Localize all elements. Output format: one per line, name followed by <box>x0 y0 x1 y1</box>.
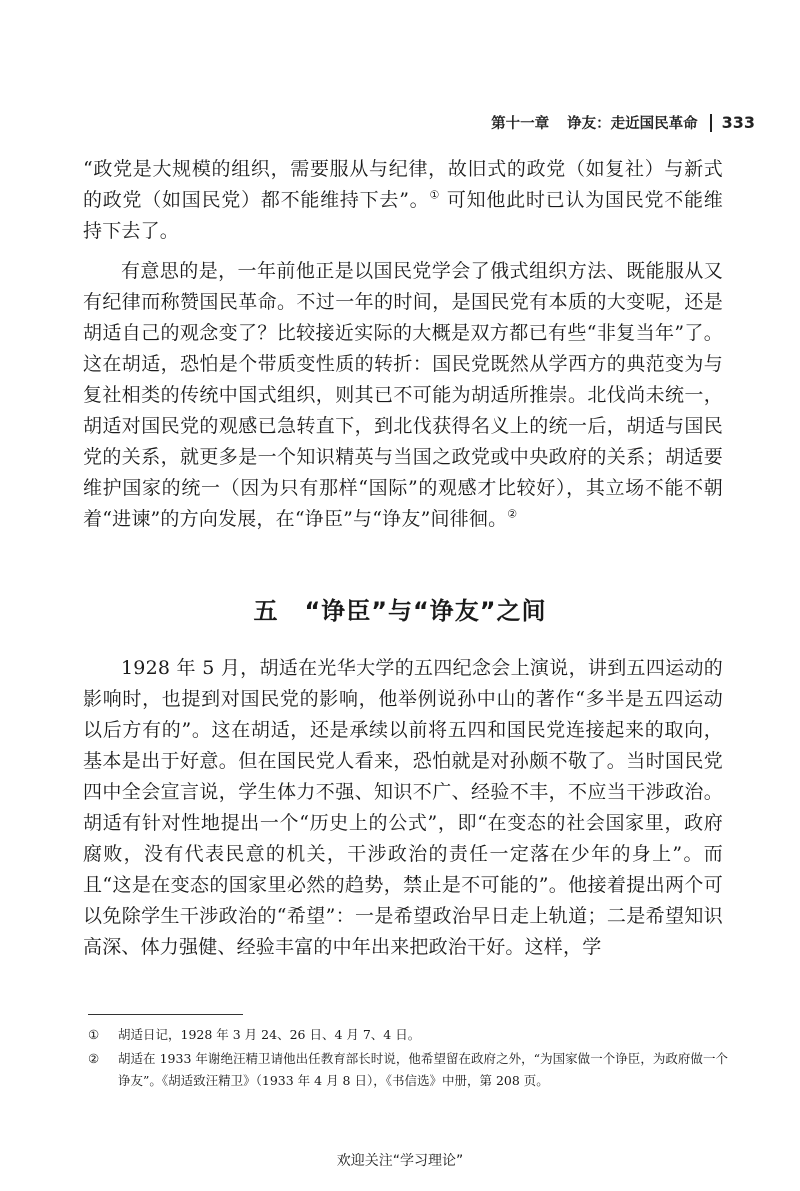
page-number: 333 <box>721 113 755 132</box>
quote-text: “政党是大规模的组织，需要服从与纪律，故旧式的政党（如复社）与新式的政党（如国民党）都不能维持下去”。 <box>83 158 723 211</box>
paragraph-3 <box>83 653 723 963</box>
paragraph-2-text: 有意思的是，一年前他正是以国民党学会了俄式组织方法、既能服从又有纪律而称赞国民革命。不过一年的时间，是国民党有本质的大变呢，还是胡适自己的观念变了？比较接近实际的大概是双方都已有些“非复当年”了。这在胡适，恐怕是个带质变性质的转折：国民党既然从学西方的典范变为与复社相类的传统中国式组织，则其已不可能为胡适所推崇。北伐尚未统一，胡适对国民党的观感已急转直下，到北伐获得名义上的统一后，胡适与国民党的关系，就更多是一个知识精英与当国之政党或中央政府的关系；胡适要维护国家的统一（因为只有那样“国际”的观感才比较好），其立场不能不朝着“进谏”的方向发展，在“诤臣”与“诤友”间徘徊。 <box>83 260 723 530</box>
chapter-title: 诤友：走近国民革命 <box>567 116 698 132</box>
footnote-text: 胡适在 1933 年谢绝汪精卫请他出任教育部长时说，他希望留在政府之外，“为国家做一个诤臣，为政府做一个诤友”。《胡适致汪精卫》（1933 年 4 月 8 日），《书信选》中册，第 208 页。 <box>118 1051 728 1088</box>
chapter-label: 第十一章 <box>491 116 550 132</box>
footnote-item <box>88 1024 728 1046</box>
paragraph-3-text: 1928 年 5 月，胡适在光华大学的五四纪念会上演说，讲到五四运动的影响时，也提到对国民党的影响，他举例说孙中山的著作“多半是五四运动以后方有的”。这在胡适，还是承续以前将五四和国民党连接起来的取向，基本是出于好意。但在国民党人看来，恐怕就是对孙颇不敬了。当时国民党四中全会宣言说，学生体力不强、知识不广、经验不丰，不应当干涉政治。胡适有针对性地提出一个“历史上的公式”，即“在变态的社会国家里，政府腐败，没有代表民意的机关，干涉政治的责任一定落在少年的身上”。而且“这是在变态的国家里必然的趋势，禁止是不可能的”。他接着提出两个可以免除学生干涉政治的“希望”：一是希望政治早日走上轨道；二是希望知识高深、体力强健、经验丰富的中年出来把政治干好。这样，学 <box>83 657 723 958</box>
footnote-item <box>88 1048 728 1092</box>
paragraph-continued <box>83 154 723 247</box>
section-number: 五 <box>253 597 279 625</box>
footnotes <box>88 1024 728 1094</box>
footnote-separator <box>88 1014 243 1015</box>
footnote-ref-1[interactable]: ① <box>429 188 441 202</box>
header-divider <box>710 114 712 132</box>
footnote-ref-2[interactable]: ② <box>507 507 518 521</box>
footnote-mark: ② <box>88 1051 100 1066</box>
running-head <box>491 112 755 133</box>
footnote-mark: ① <box>88 1027 100 1042</box>
paragraph-2 <box>83 256 723 535</box>
section-heading <box>0 591 800 626</box>
footnote-text: 胡适日记，1928 年 3 月 24、26 日、4 月 7、4 日。 <box>118 1027 421 1042</box>
section-title-text: “诤臣”与“诤友”之间 <box>304 597 547 625</box>
bottom-watermark-text: 欢迎关注“学习理论” <box>336 1153 464 1169</box>
conclusion-text: 可知他此时已认为国民党不能维持下去了。 <box>83 189 723 242</box>
